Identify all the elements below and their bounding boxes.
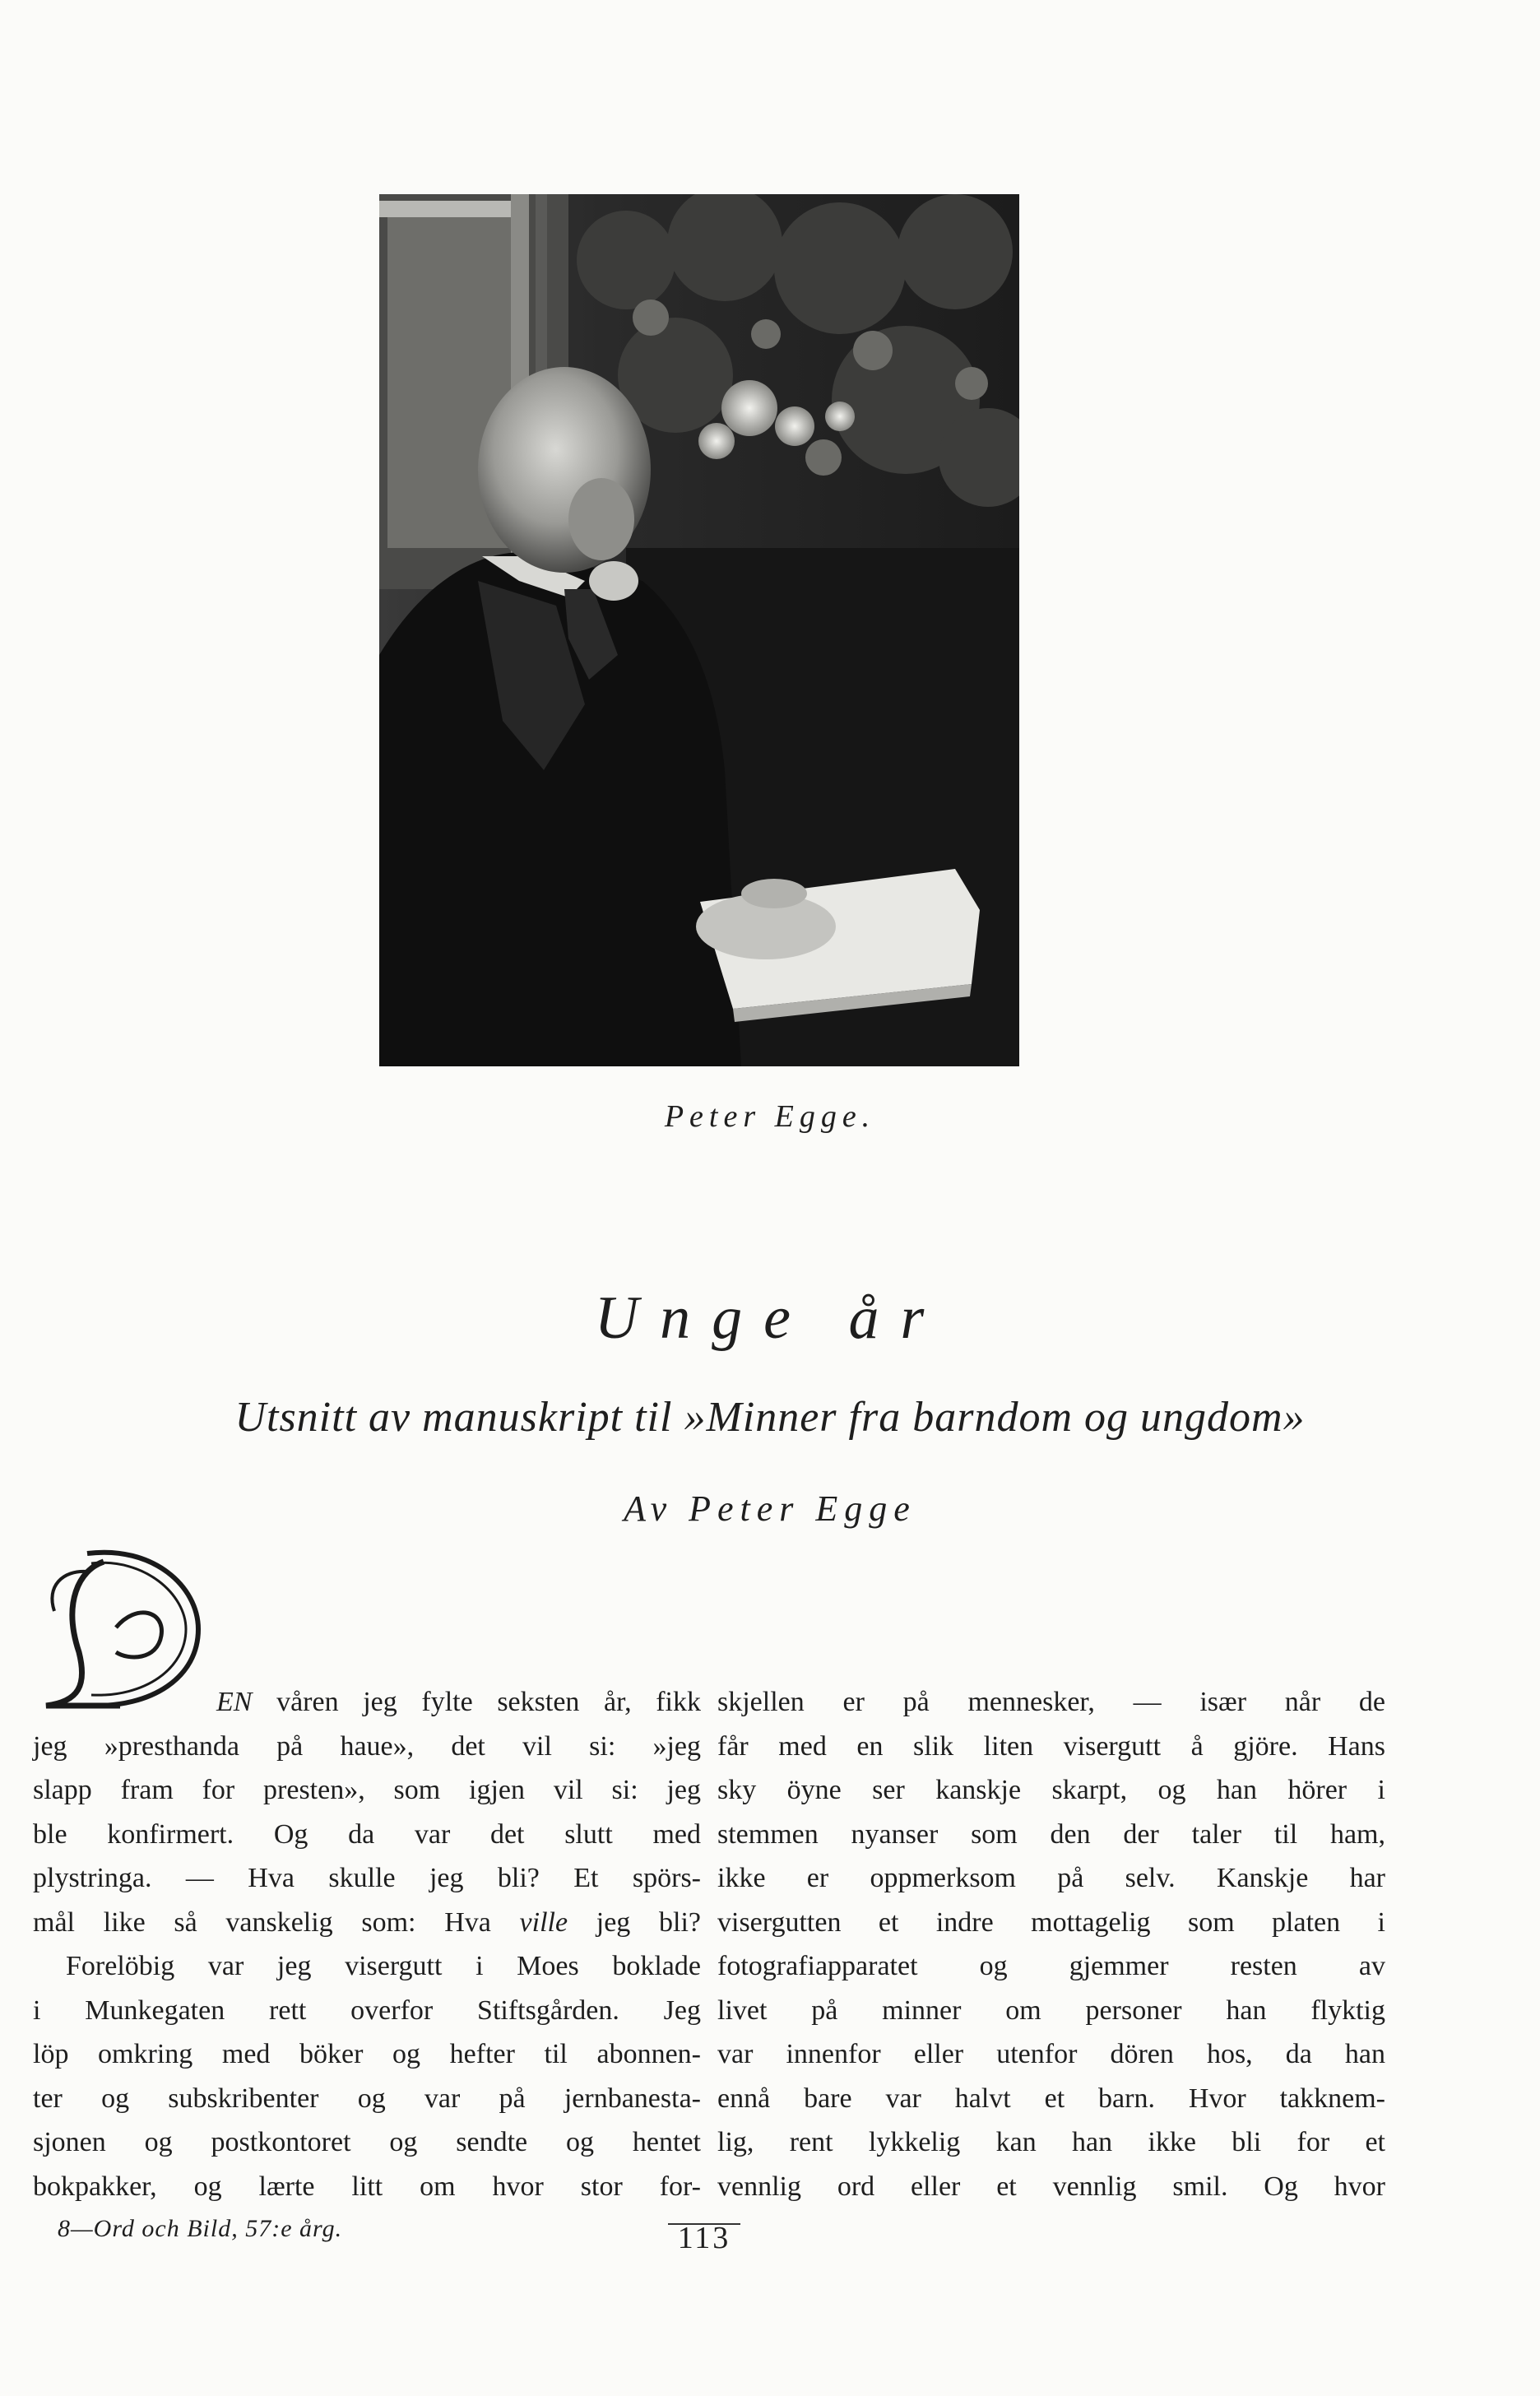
text-line: stemmen nyanser som den der taler til ham, <box>717 1818 1385 1850</box>
text-line: ter og subskribenter og var på jernbanesta- <box>33 2083 701 2114</box>
text-line: var innenfor eller utenfor dören hos, da han <box>717 2039 1385 2069</box>
text-line: Forelöbig var jeg visergutt i Moes boklade <box>66 1951 701 1981</box>
portrait-photo <box>379 194 1019 1066</box>
emphasis: ville <box>519 1906 568 1938</box>
svg-text:D: D <box>75 1576 165 1712</box>
text-line: ennå bare var halvt et barn. Hvor takknem- <box>717 2083 1385 2114</box>
left-text-column <box>33 1680 701 2207</box>
text-line: plystringa. — Hva skulle jeg bli? Et spörs- <box>33 1863 701 1893</box>
portrait-illustration <box>379 194 1019 1066</box>
text-line: får med en slik liten visergutt å gjöre. Hans <box>717 1730 1385 1762</box>
text-line: fotografiapparatet og gjemmer resten av <box>717 1951 1385 1981</box>
text-line: sjonen og postkontoret og sendte og hentet <box>33 2127 701 2157</box>
text-line: livet på minner om personer han flyktig <box>717 1994 1385 2026</box>
article-byline: Av Peter Egge <box>624 1488 916 1529</box>
first-word: EN <box>216 1687 253 1717</box>
text-line: lig, rent lykkelig kan han ikke bli for et <box>717 2127 1385 2157</box>
footer-signature: 8—Ord och Bild, 57:e årg. <box>58 2215 343 2242</box>
text-line: bokpakker, og lærte litt om hvor stor for- <box>33 2171 701 2202</box>
text-line: mål like så vanskelig som: Hva ville jeg bli? <box>33 1906 701 1938</box>
right-text-column <box>717 1680 1385 2207</box>
text-line: i Munkegaten rett overfor Stiftsgården. Jeg <box>33 1994 701 2026</box>
text-line: EN våren jeg fylte seksten år, fikk <box>216 1687 701 1717</box>
text-line: ikke er oppmerksom på selv. Kanskje har <box>717 1863 1385 1893</box>
text-line: sky öyne ser kanskje skarpt, og han hörer i <box>717 1775 1385 1805</box>
text-line: visergutten et indre mottagelig som platen i <box>717 1906 1385 1938</box>
text-line: vennlig ord eller et vennlig smil. Og hvor <box>717 2171 1385 2202</box>
text-line: skjellen er på mennesker, — især når de <box>717 1687 1385 1717</box>
article-subtitle: Utsnitt av manuskript til »Minner fra barndom og ungdom» <box>234 1394 1306 1441</box>
text-line: löp omkring med böker og hefter til abonnen- <box>33 2039 701 2069</box>
text-line: slapp fram for presten», som igjen vil si: jeg <box>33 1775 701 1805</box>
article-title: Unge år <box>594 1284 946 1352</box>
text-line: ble konfirmert. Og da var det slutt med <box>33 1818 701 1850</box>
text-line: jeg »presthanda på haue», det vil si: »jeg <box>33 1730 701 1762</box>
photo-caption: Peter Egge. <box>664 1099 876 1134</box>
page-number: 113 <box>677 2221 731 2255</box>
